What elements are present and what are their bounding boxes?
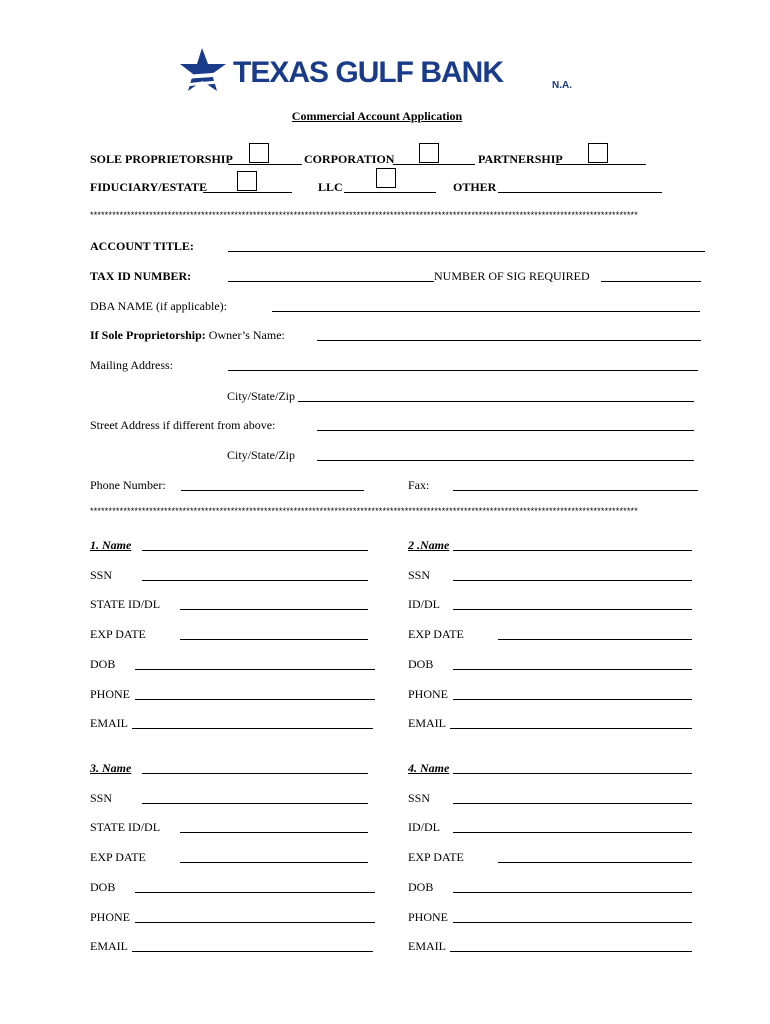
fiduciary-checkbox[interactable]	[237, 171, 257, 191]
signer-1-dob-input[interactable]	[135, 669, 375, 670]
city2-input[interactable]	[317, 460, 694, 461]
signer-2-id-input[interactable]	[453, 609, 692, 610]
corporation-checkbox[interactable]	[419, 143, 439, 163]
signer-1-ssn-input[interactable]	[142, 580, 368, 581]
signer-4-phone-input[interactable]	[453, 922, 692, 923]
entity-llc-line	[344, 192, 436, 193]
num-sig-input[interactable]	[601, 281, 701, 282]
signer-3-ssn-input[interactable]	[142, 803, 368, 804]
num-sig-label: NUMBER OF SIG REQUIRED	[434, 269, 590, 283]
signer-2-phone-input[interactable]	[453, 699, 692, 700]
partnership-checkbox[interactable]	[588, 143, 608, 163]
tax-id-label: TAX ID NUMBER:	[90, 269, 192, 283]
signer-2-phone-label: PHONE	[408, 687, 449, 701]
separator-stars-2: ****************************************************************************************************************************************************	[90, 506, 638, 516]
fax-input[interactable]	[453, 490, 698, 491]
signer-2-ssn-input[interactable]	[453, 580, 692, 581]
signer-3-ssn-label: SSN	[90, 791, 113, 805]
owner-name-input[interactable]	[317, 340, 701, 341]
signer-2-name-label: 2 .Name	[408, 538, 450, 552]
entity-partner-line	[556, 164, 646, 165]
signer-3-email-input[interactable]	[132, 951, 373, 952]
entity-llc-label: LLC	[318, 180, 343, 194]
signer-4-exp-label: EXP DATE	[408, 850, 464, 864]
sole-owner-label	[90, 328, 285, 343]
city2-label: City/State/Zip	[227, 448, 295, 462]
star-icon	[180, 46, 232, 94]
signer-2-exp-label: EXP DATE	[408, 627, 464, 641]
separator-stars-1: ****************************************************************************************************************************************************	[90, 210, 638, 220]
signer-1-id-input[interactable]	[180, 609, 368, 610]
owner-name-label: Owner’s Name:	[208, 328, 285, 342]
signer-1-phone-input[interactable]	[135, 699, 375, 700]
street-input[interactable]	[317, 430, 694, 431]
signer-1-exp-label: EXP DATE	[90, 627, 146, 641]
signer-2-email-input[interactable]	[450, 728, 692, 729]
dba-label: DBA NAME (if applicable):	[90, 299, 227, 313]
entity-other-label: OTHER	[453, 180, 497, 194]
signer-4-name-label: 4. Name	[408, 761, 450, 775]
bank-name: TEXAS GULF BANK	[233, 56, 503, 89]
signer-4-name-input[interactable]	[453, 773, 692, 774]
signer-4-id-input[interactable]	[453, 832, 692, 833]
signer-3-id-label: STATE ID/DL	[90, 820, 161, 834]
signer-3-name-input[interactable]	[142, 773, 368, 774]
signer-3-exp-input[interactable]	[180, 862, 368, 863]
phone-label: Phone Number:	[90, 478, 166, 492]
signer-3-exp-label: EXP DATE	[90, 850, 146, 864]
mailing-label: Mailing Address:	[90, 358, 173, 372]
account-title-input[interactable]	[228, 251, 705, 252]
signer-1-name-input[interactable]	[142, 550, 368, 551]
sole-bold-label: If Sole Proprietorship:	[90, 328, 206, 342]
signer-4-email-label: EMAIL	[408, 939, 446, 953]
street-label: Street Address if different from above:	[90, 418, 276, 432]
entity-corp-label: CORPORATION	[304, 152, 395, 166]
signer-2-dob-input[interactable]	[453, 669, 692, 670]
signer-2-id-label: ID/DL	[408, 597, 440, 611]
entity-partner-label: PARTNERSHIP	[478, 152, 563, 166]
dba-input[interactable]	[272, 311, 700, 312]
signer-1-ssn-label: SSN	[90, 568, 113, 582]
signer-1-name-label: 1. Name	[90, 538, 132, 552]
signer-3-dob-input[interactable]	[135, 892, 375, 893]
phone-input[interactable]	[181, 490, 364, 491]
signer-2-exp-input[interactable]	[498, 639, 692, 640]
signer-3-dob-label: DOB	[90, 880, 116, 894]
city1-label: City/State/Zip	[227, 389, 295, 403]
signer-4-ssn-label: SSN	[408, 791, 431, 805]
entity-fiduciary-label: FIDUCIARY/ESTATE	[90, 180, 208, 194]
signer-3-phone-input[interactable]	[135, 922, 375, 923]
llc-checkbox[interactable]	[376, 168, 396, 188]
signer-4-dob-input[interactable]	[453, 892, 692, 893]
fax-label: Fax:	[408, 478, 430, 492]
entity-corp-line	[393, 164, 475, 165]
mailing-input[interactable]	[228, 370, 698, 371]
signer-1-dob-label: DOB	[90, 657, 116, 671]
signer-2-email-label: EMAIL	[408, 716, 446, 730]
signer-4-id-label: ID/DL	[408, 820, 440, 834]
signer-1-phone-label: PHONE	[90, 687, 131, 701]
city1-input[interactable]	[298, 401, 694, 402]
sole-proprietorship-checkbox[interactable]	[249, 143, 269, 163]
account-title-label: ACCOUNT TITLE:	[90, 239, 194, 253]
signer-1-email-input[interactable]	[132, 728, 373, 729]
signer-3-id-input[interactable]	[180, 832, 368, 833]
signer-3-name-label: 3. Name	[90, 761, 132, 775]
bank-suffix: N.A.	[552, 80, 572, 91]
tax-id-input[interactable]	[228, 281, 434, 282]
signer-2-name-input[interactable]	[453, 550, 692, 551]
signer-1-id-label: STATE ID/DL	[90, 597, 161, 611]
signer-2-dob-label: DOB	[408, 657, 434, 671]
form-title: Commercial Account Application	[291, 109, 463, 123]
signer-2-ssn-label: SSN	[408, 568, 431, 582]
signer-4-dob-label: DOB	[408, 880, 434, 894]
signer-4-exp-input[interactable]	[498, 862, 692, 863]
entity-fiduciary-line	[203, 192, 292, 193]
signer-4-ssn-input[interactable]	[453, 803, 692, 804]
entity-sole-line	[228, 164, 302, 165]
signer-4-phone-label: PHONE	[408, 910, 449, 924]
signer-3-email-label: EMAIL	[90, 939, 128, 953]
entity-other-line[interactable]	[498, 192, 662, 193]
signer-1-email-label: EMAIL	[90, 716, 128, 730]
signer-4-email-input[interactable]	[450, 951, 692, 952]
signer-3-phone-label: PHONE	[90, 910, 131, 924]
entity-sole-label: SOLE PROPRIETORSHIP	[90, 152, 233, 166]
signer-1-exp-input[interactable]	[180, 639, 368, 640]
